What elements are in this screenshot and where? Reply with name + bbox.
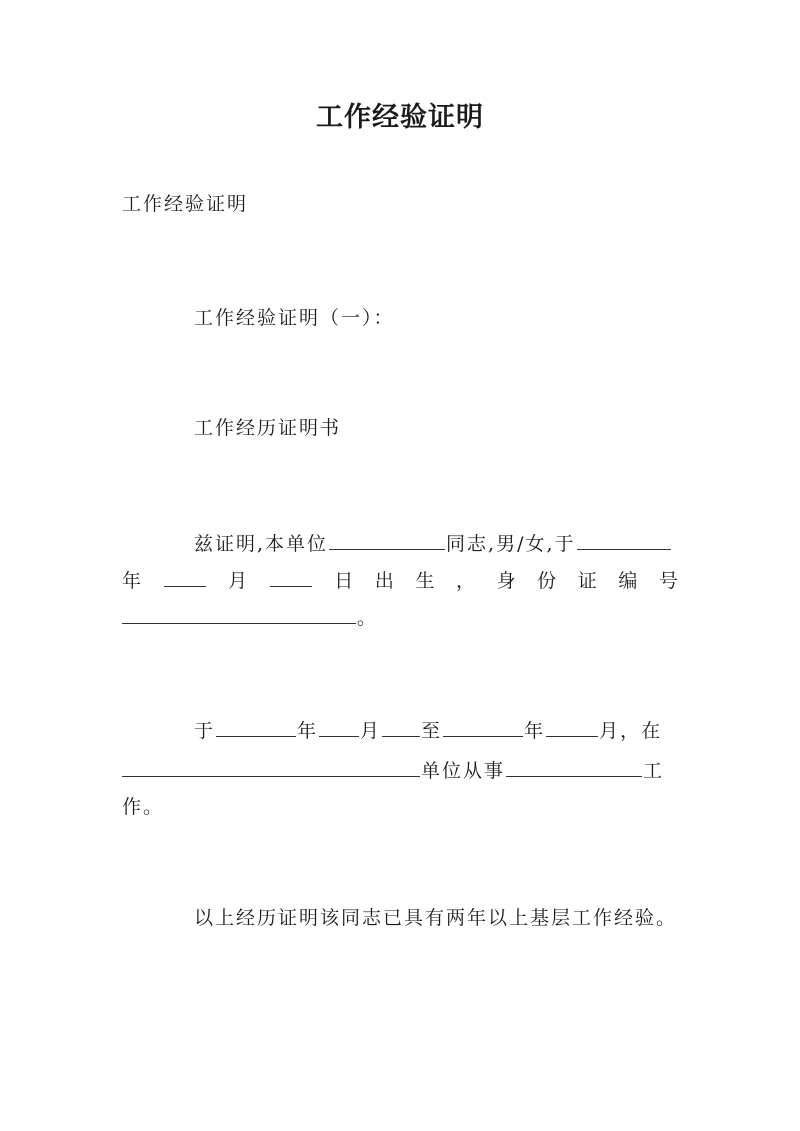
id-number-blank <box>122 605 356 624</box>
unit-blank <box>122 758 420 777</box>
para3: 以上经历证明该同志已具有两年以上基层工作经验。 <box>194 907 678 929</box>
para2-line3: 作。 <box>122 796 165 818</box>
para2-text-f: 月，在 <box>599 720 663 742</box>
para2-text-h: 工 <box>643 760 665 782</box>
comma: ， <box>456 570 476 592</box>
char-fen: 份 <box>537 570 557 592</box>
start-day-blank <box>382 718 420 737</box>
end-year-blank <box>443 718 523 737</box>
para2-text-a: 于 <box>194 720 216 742</box>
para2-line2 <box>122 757 664 785</box>
char-chu: 出 <box>374 570 394 592</box>
para2-text-d: 至 <box>421 720 443 742</box>
para1-text-b: 同志,男/女,于 <box>446 533 576 555</box>
para1-line2 <box>122 567 678 595</box>
day-char: 日 <box>334 570 354 592</box>
char-zheng: 证 <box>577 570 597 592</box>
document-subtitle: 工作经验证明 <box>122 193 249 215</box>
section-heading: 工作经验证明（一）： <box>194 307 395 329</box>
month-char: 月 <box>228 570 248 592</box>
char-shen: 身 <box>496 570 516 592</box>
year-char: 年 <box>122 570 142 592</box>
period: 。 <box>357 607 379 629</box>
para1-line1 <box>194 530 672 558</box>
char-sheng: 生 <box>415 570 435 592</box>
para1-line3 <box>122 604 378 632</box>
start-year-blank <box>216 718 296 737</box>
char-bian: 编 <box>618 570 638 592</box>
end-month-blank <box>546 718 598 737</box>
para2-text-g: 单位从事 <box>421 760 506 782</box>
para1-text-a: 兹证明,本单位 <box>194 533 329 555</box>
para2-text-e: 年 <box>524 720 546 742</box>
birth-month-blank <box>164 568 206 587</box>
char-hao: 号 <box>658 570 678 592</box>
birth-day-blank <box>270 568 312 587</box>
para2-text-c: 月 <box>360 720 382 742</box>
para2-line1 <box>194 717 662 745</box>
certificate-title: 工作经历证明书 <box>194 417 342 439</box>
birth-year-blank <box>577 531 671 550</box>
name-blank <box>329 531 445 550</box>
start-month-blank <box>319 718 359 737</box>
job-blank <box>506 758 642 777</box>
document-title: 工作经验证明 <box>316 102 484 133</box>
para2-text-b: 年 <box>297 720 319 742</box>
